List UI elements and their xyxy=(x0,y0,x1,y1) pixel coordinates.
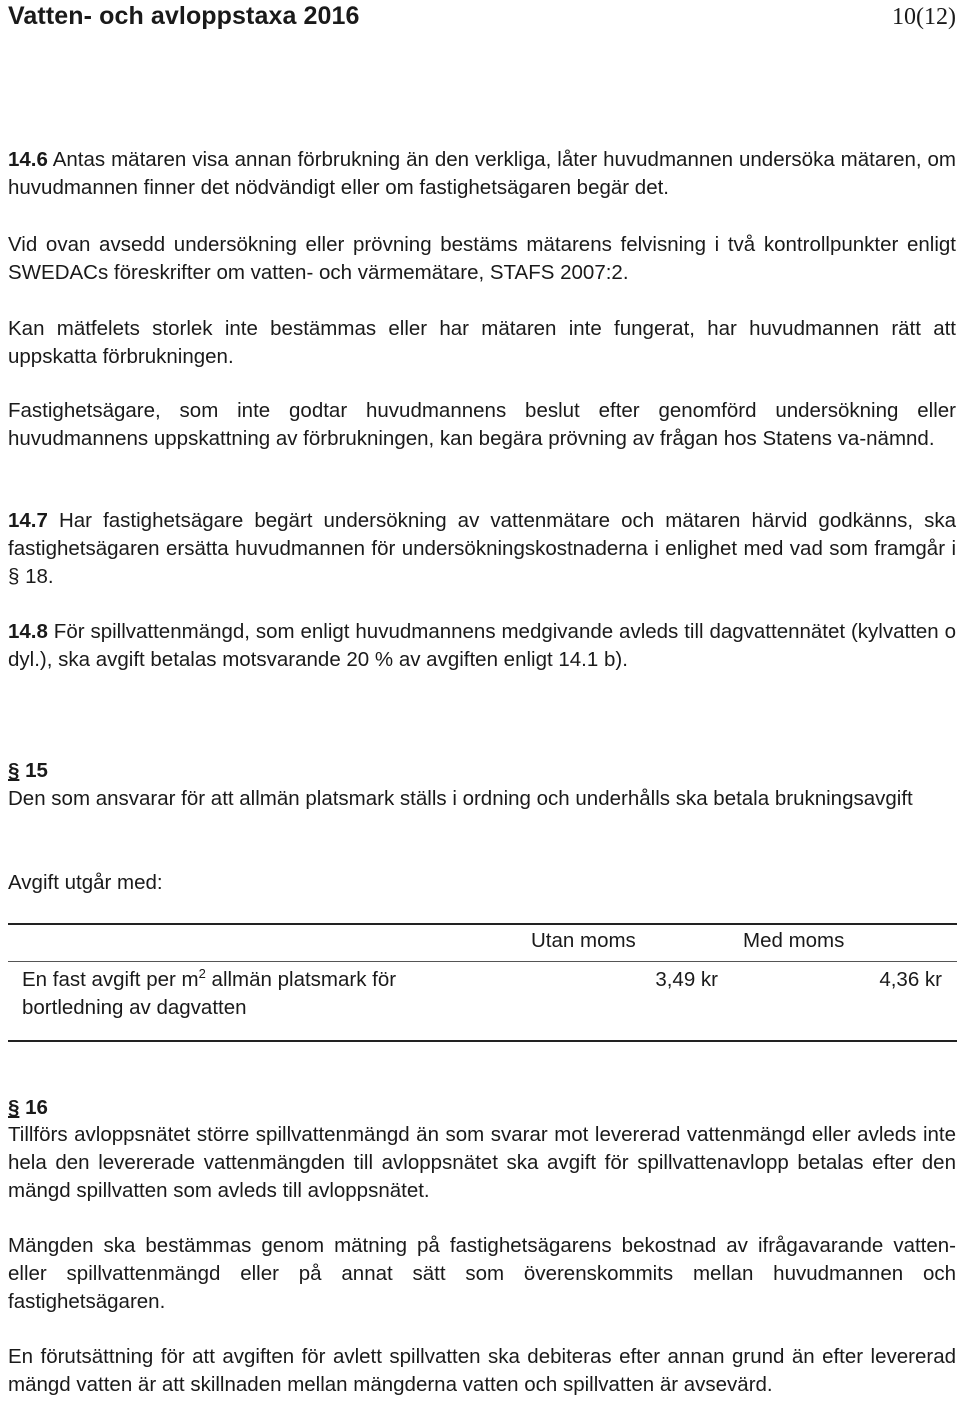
fee-table xyxy=(8,923,957,1042)
paragraph-text: Vid ovan avsedd undersökning eller prövning bestäms mätarens felvisning i två kontrollpunkter enligt SWEDACs föreskrifter om vatten- och värmemätare, STAFS 2007:2. xyxy=(8,233,956,284)
page-header xyxy=(8,2,956,36)
paragraph-text: Den som ansvarar för att allmän platsmark ställs i ordning och underhålls ska betala brukningsavgift xyxy=(8,787,913,810)
paragraph-14-6 xyxy=(8,146,956,202)
paragraph-text: Antas mätaren visa annan förbrukning än den verkliga, låter huvudmannen undersöka mätaren, om huvudmannen finner det nödvändigt eller om fastighetsägaren begär det. xyxy=(8,148,956,199)
section-16-text-1 xyxy=(8,1121,956,1205)
paragraph-number: 14.7 xyxy=(8,509,48,532)
document-title: Vatten- och avloppstaxa 2016 xyxy=(8,2,360,30)
fee-value-incl-vat: 4,36 kr xyxy=(879,968,942,991)
paragraph-14-6-c xyxy=(8,315,956,371)
fee-label-text: En fast avgift per m xyxy=(22,968,199,991)
paragraph-text: Avgift utgår med: xyxy=(8,871,163,894)
section-sign: § xyxy=(8,1096,20,1119)
paragraph-text: Tillförs avloppsnätet större spillvattenmängd än som svarar mot levererad vattenmängd eller avleds inte hela den levererade vattenmängden till avloppsnätet ska avgift för spillvattenavlopp betalas efter den mängd spillvatten som avleds till avloppsnätet. xyxy=(8,1123,956,1202)
section-sign: § xyxy=(8,759,20,782)
paragraph-text: Fastighetsägare, som inte godtar huvudmannens beslut efter genomförd undersökning eller huvudmannens uppskattning av förbrukningen, kan begära prövning av frågan hos Statens va-nämnd. xyxy=(8,399,956,450)
paragraph-text: Kan mätfelets storlek inte bestämmas eller har mätaren inte fungerat, har huvudmannen rätt att uppskatta förbrukningen. xyxy=(8,317,956,368)
paragraph-number: 14.6 xyxy=(8,148,48,171)
page-number: 10(12) xyxy=(892,4,956,30)
section-15-heading xyxy=(8,757,956,785)
section-15-sub xyxy=(8,869,956,897)
paragraph-14-6-d xyxy=(8,397,956,453)
column-header-excl-vat: Utan moms xyxy=(531,929,636,952)
fee-row-label xyxy=(22,966,396,1022)
paragraph-14-6-b xyxy=(8,231,956,287)
section-number: 15 xyxy=(19,759,48,782)
section-sign: § xyxy=(8,565,20,588)
section-16-heading xyxy=(8,1094,956,1122)
column-header-incl-vat: Med moms xyxy=(743,929,845,952)
paragraph-number: 14.8 xyxy=(8,620,48,643)
fee-label-text-2: allmän platsmark för xyxy=(205,968,397,991)
section-number: 16 xyxy=(19,1096,48,1119)
paragraph-text: För spillvattenmängd, som enligt huvudmannens medgivande avleds till dagvattennätet (kylvatten o dyl.), ska avgift betalas motsvarande 20 % av avgiften enligt 14.1 b). xyxy=(8,620,956,671)
table-divider xyxy=(8,961,957,962)
section-ref: 18. xyxy=(19,565,54,588)
paragraph-text: Har fastighetsägare begärt undersökning av vattenmätare och mätaren härvid godkänns, ska fastighetsägaren ersätta huvudmannen för undersökningskostnaderna i enlighet med vad som framgår i xyxy=(8,509,956,560)
paragraph-14-7 xyxy=(8,507,956,591)
fee-value-excl-vat: 3,49 kr xyxy=(655,968,718,991)
section-16-text-3 xyxy=(8,1343,956,1399)
paragraph-text: Mängden ska bestämmas genom mätning på fastighetsägarens bekostnad av ifrågavarande vatten- eller spillvattenmängd eller på annat sätt som överenskommits mellan huvudmannen och fastighetsägaren. xyxy=(8,1234,956,1313)
fee-label-sup: 2 xyxy=(198,966,206,981)
fee-label-text-3: bortledning av dagvatten xyxy=(22,996,247,1019)
paragraph-text: En förutsättning för att avgiften för avlett spillvatten ska debiteras efter annan grund än efter levererad mängd vatten är att skillnaden mellan mängderna vatten och spillvatten är avsevärd. xyxy=(8,1345,956,1396)
paragraph-14-8 xyxy=(8,618,956,674)
section-15-text xyxy=(8,785,956,813)
section-16-text-2 xyxy=(8,1232,956,1316)
